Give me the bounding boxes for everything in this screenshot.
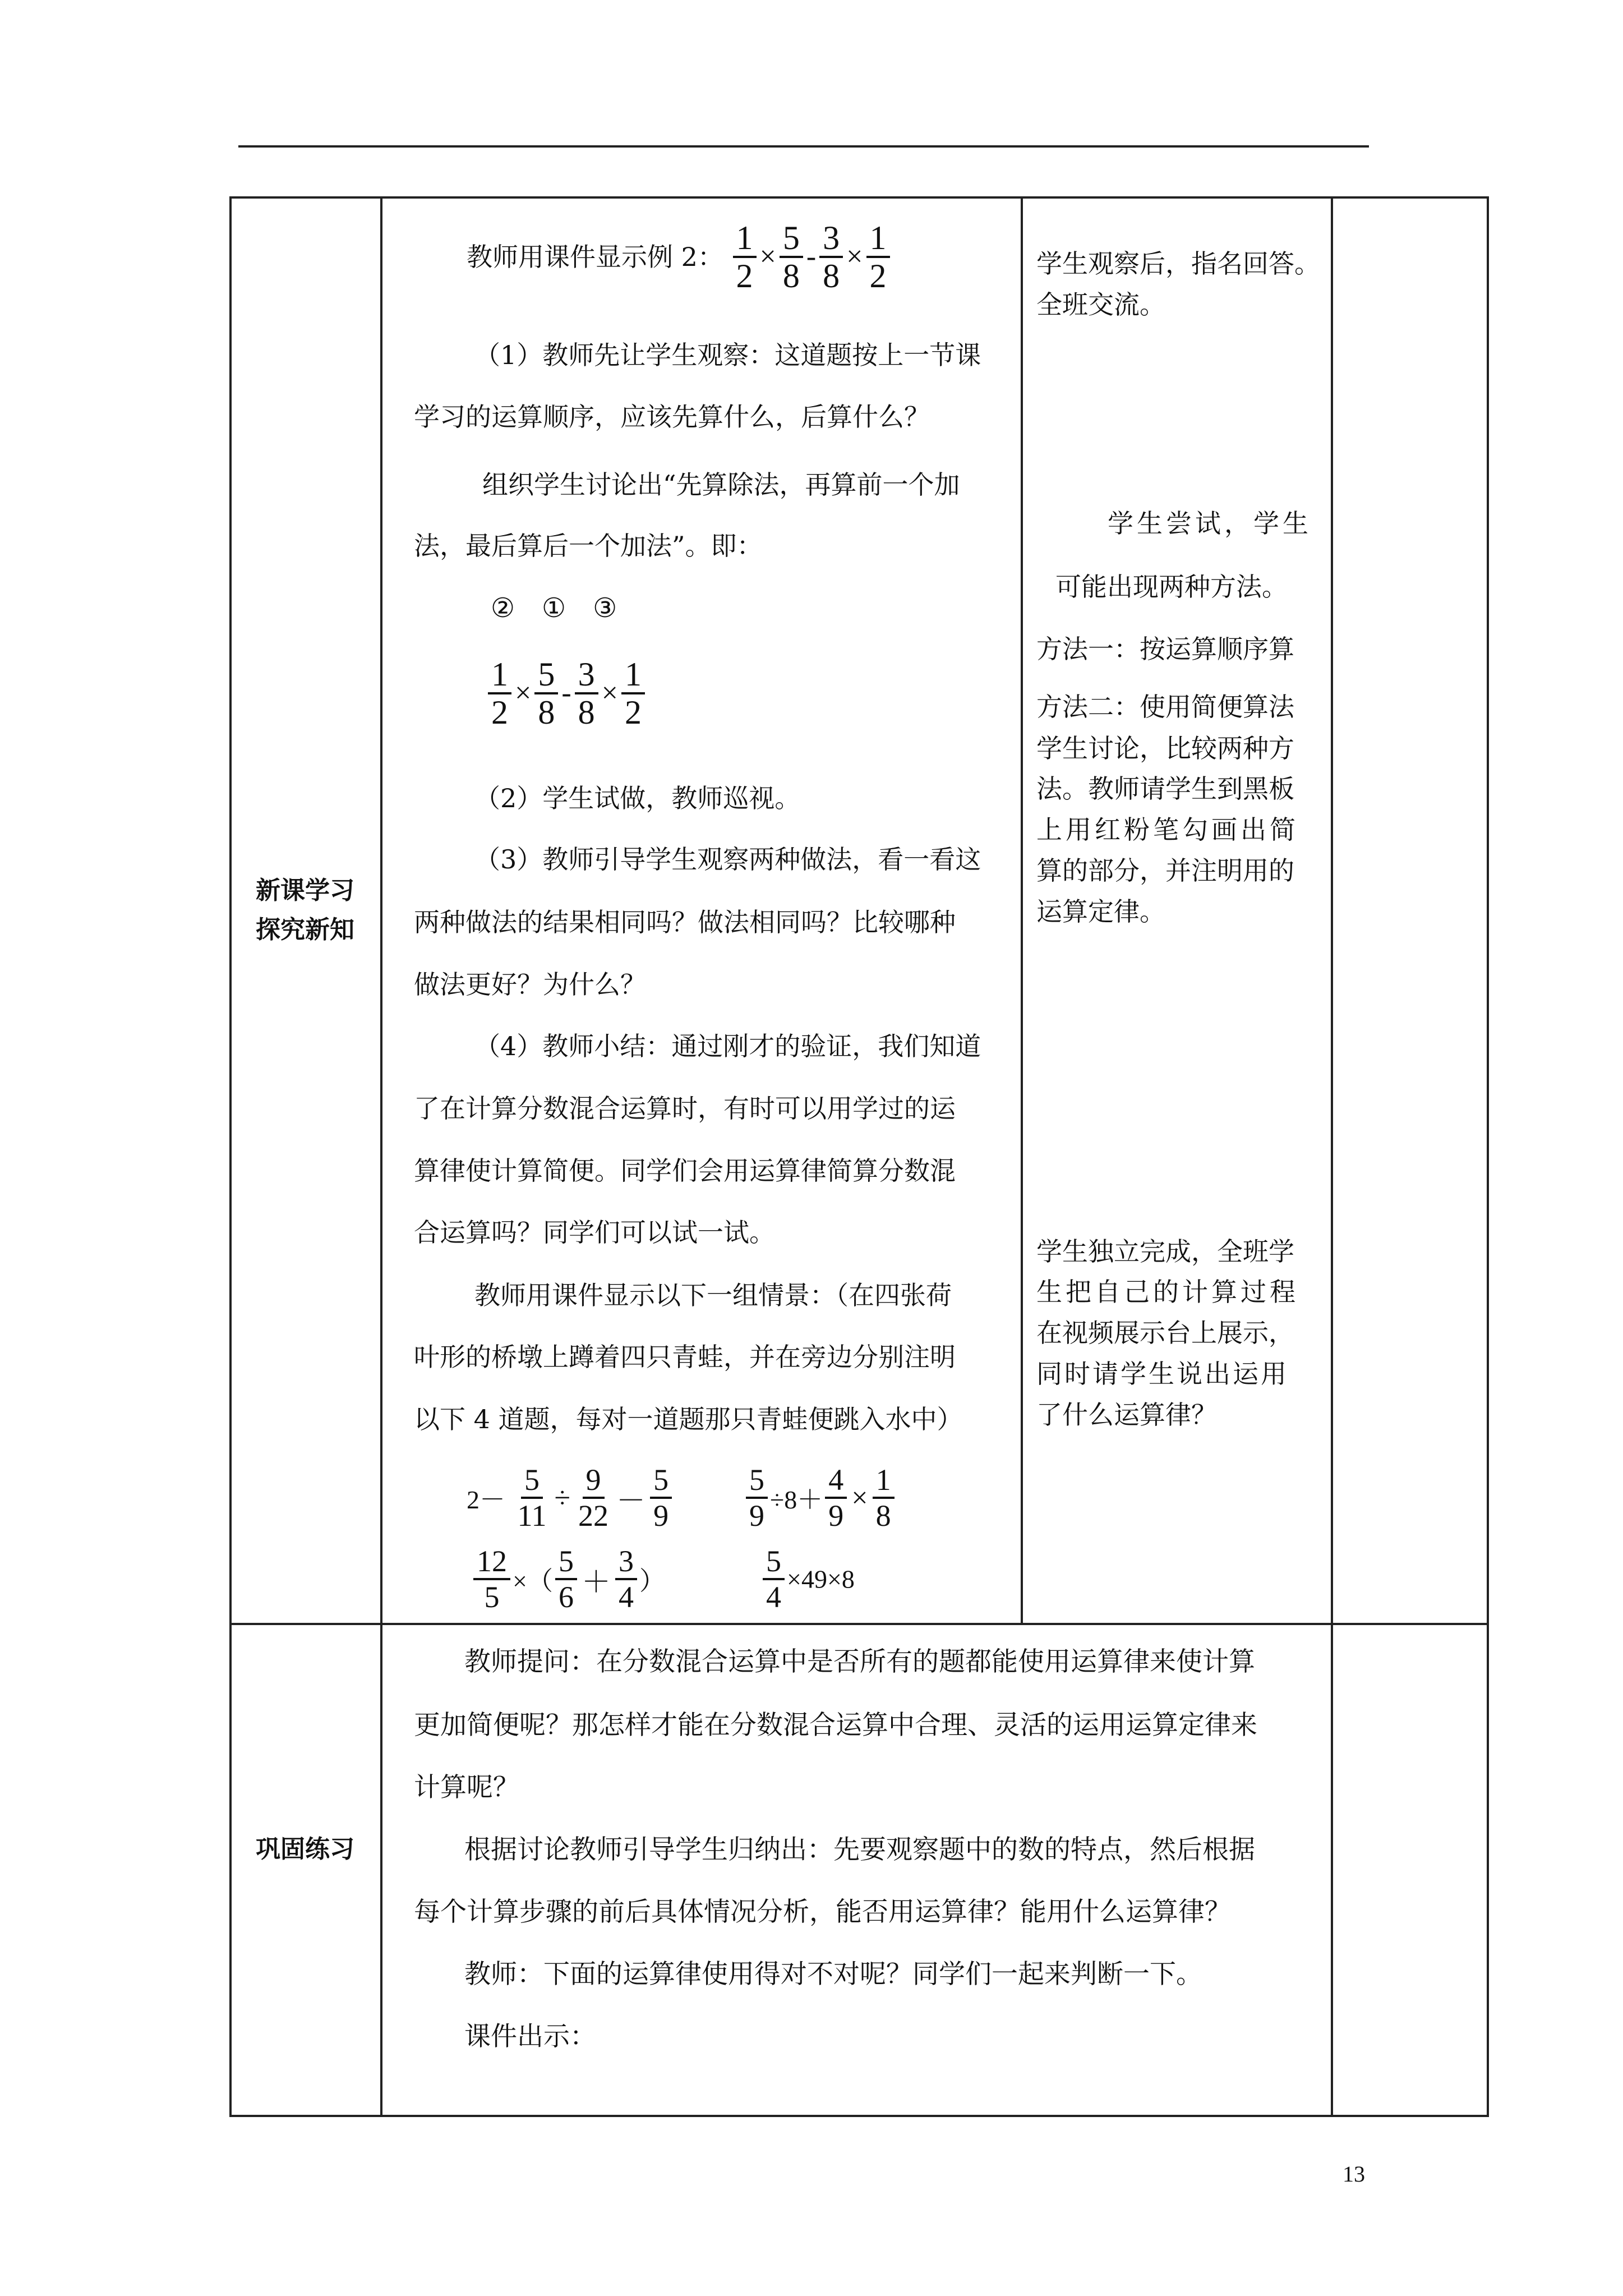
problem-3: $\frac{12}{5}$ ×（ $\frac{5}{6}$ ＋ $\frac{3}{4}$ ） (471, 1544, 665, 1614)
table-border-left (229, 196, 232, 2116)
table-col-divider-1 (380, 196, 382, 2116)
scene-line3: 以下 4 道题，每对一道题那只青蛙便跳入水中） (414, 1404, 963, 1434)
practice-question-line1: 教师提问：在分数混合运算中是否所有的题都能使用运算律来使计算 (464, 1646, 1255, 1677)
practice-question-line2: 更加简便呢？那怎样才能在分数混合运算中合理、灵活的运用运算定律来 (414, 1710, 1257, 1741)
header-rule (238, 145, 1369, 148)
fraction: $\frac{3}{8}$ (575, 656, 598, 730)
fraction: $\frac{3}{8}$ (819, 220, 843, 294)
fraction: $\frac{4}{9}$ (825, 1463, 847, 1533)
example-intro-line: 教师用课件显示例 2： $\frac{1}{2}$ × $\frac{5}{8}$ - $\frac{3}{8}$ × $\frac{1}{2}$ (467, 220, 891, 294)
table-border-right (1487, 196, 1489, 2116)
step4-line4: 合运算吗？同学们可以试一试。 (414, 1217, 775, 1248)
student-try-line2: 可能出现两种方法。 (1055, 572, 1288, 602)
fraction: $\frac{1}{2}$ (621, 656, 645, 730)
student-obs-line1: 学生观察后，指名回答。 (1036, 249, 1320, 279)
section-label-line1: 新课学习 (256, 876, 354, 905)
table-border-bottom (229, 2115, 1489, 2117)
step2-line: （2）学生试做，教师巡视。 (474, 783, 801, 813)
fraction: $\frac{1}{2}$ (733, 220, 757, 294)
table-row-divider (229, 1623, 1489, 1625)
problem-1: 2－ $\frac{5}{11}$ ÷ $\frac{9}{22}$ － $\frac{5}{9}$ (467, 1463, 674, 1533)
table-border-top (229, 196, 1489, 199)
step3-line1: （3）教师引导学生观察两种做法，看一看这 (474, 844, 981, 875)
practice-question-line3: 计算呢？ (414, 1772, 519, 1803)
step1-line2: 学习的运算顺序，应该先算什么，后算什么？ (414, 402, 930, 432)
example-expression-repeat: $\frac{1}{2}$ × $\frac{5}{8}$ - $\frac{3}{8}$ × $\frac{1}{2}$ (487, 656, 646, 730)
fraction: $\frac{1}{2}$ (488, 656, 511, 730)
fraction: $\frac{1}{2}$ (866, 220, 890, 294)
step4-line1: （4）教师小结：通过刚才的验证，我们知道 (474, 1031, 981, 1061)
page-number: 13 (1343, 2161, 1365, 2187)
operation-order-marks: ② ① ③ (491, 592, 617, 624)
compare-line5: 运算定律。 (1036, 896, 1165, 927)
fraction: $\frac{5}{6}$ (555, 1544, 577, 1614)
independent-line1: 学生独立完成，全班学 (1036, 1236, 1294, 1267)
scene-line1: 教师用课件显示以下一组情景：（在四张荷 (474, 1280, 952, 1310)
fraction: $\frac{5}{4}$ (763, 1544, 785, 1614)
fraction: $\frac{5}{11}$ (517, 1463, 547, 1533)
section-label-line2: 探究新知 (256, 915, 354, 944)
example-intro-text: 教师用课件显示例 2： (467, 242, 723, 272)
step4-line2: 了在计算分数混合运算时，有时可以用学过的运 (414, 1093, 956, 1124)
fraction: $\frac{5}{9}$ (650, 1463, 672, 1533)
fraction: $\frac{9}{22}$ (578, 1463, 609, 1533)
compare-line1: 学生讨论，比较两种方 (1036, 733, 1294, 763)
step1-line1: （1）教师先让学生观察：这道题按上一节课 (474, 340, 981, 370)
section-label-new-lesson (232, 871, 378, 950)
practice-show-line: 课件出示： (464, 2021, 596, 2052)
fraction: $\frac{3}{4}$ (615, 1544, 637, 1614)
fraction: $\frac{12}{5}$ (473, 1544, 510, 1614)
method-two: 方法二：使用简便算法 (1036, 692, 1294, 722)
fraction: $\frac{5}{9}$ (746, 1463, 768, 1533)
fraction: $\frac{5}{8}$ (780, 220, 803, 294)
step4-line3: 算律使计算简便。同学们会用运算律简算分数混 (414, 1156, 956, 1186)
table-col-divider-2 (1021, 196, 1023, 1624)
method-one: 方法一：按运算顺序算 (1036, 634, 1294, 664)
independent-line3: 在视频展示台上展示， (1036, 1318, 1294, 1348)
scene-line2: 叶形的桥墩上蹲着四只青蛙，并在旁边分别注明 (414, 1342, 956, 1372)
practice-summary-line1: 根据讨论教师引导学生归纳出：先要观察题中的数的特点，然后根据 (464, 1834, 1255, 1865)
compare-line3: 上用红粉笔勾画出简 (1036, 815, 1299, 845)
practice-judge-line: 教师：下面的运算律使用得对不对呢？同学们一起来判断一下。 (464, 1959, 1202, 1990)
section-label-practice: 巩固练习 (256, 1835, 354, 1864)
student-obs-line2: 全班交流。 (1036, 289, 1165, 320)
discuss-line1: 组织学生讨论出“先算除法，再算前一个加 (482, 470, 960, 500)
compare-line4: 算的部分，并注明用的 (1036, 855, 1294, 886)
independent-line4: 同时请学生说出运用 (1036, 1359, 1289, 1389)
student-try-line1: 学生尝试，学生 (1108, 508, 1312, 539)
problem-4: $\frac{5}{4}$ ×49×8 (760, 1544, 855, 1614)
table-col-divider-3 (1331, 196, 1333, 2116)
fraction: $\frac{1}{8}$ (873, 1463, 895, 1533)
problem-2: $\frac{5}{9}$ ÷8＋ $\frac{4}{9}$ × $\frac{1}{8}$ (744, 1463, 897, 1533)
independent-line2: 生把自己的计算过程 (1036, 1277, 1299, 1307)
discuss-line2: 法，最后算后一个加法”。即： (414, 531, 763, 561)
compare-line2: 法。教师请学生到黑板 (1036, 774, 1294, 804)
step3-line2: 两种做法的结果相同吗？做法相同吗？比较哪种 (414, 907, 956, 937)
practice-summary-line2: 每个计算步骤的前后具体情况分析，能否用运算律？能用什么运算律？ (414, 1897, 1231, 1927)
independent-line5: 了什么运算律？ (1036, 1400, 1217, 1430)
step3-line3: 做法更好？为什么？ (414, 969, 646, 1000)
fraction: $\frac{5}{8}$ (534, 656, 558, 730)
